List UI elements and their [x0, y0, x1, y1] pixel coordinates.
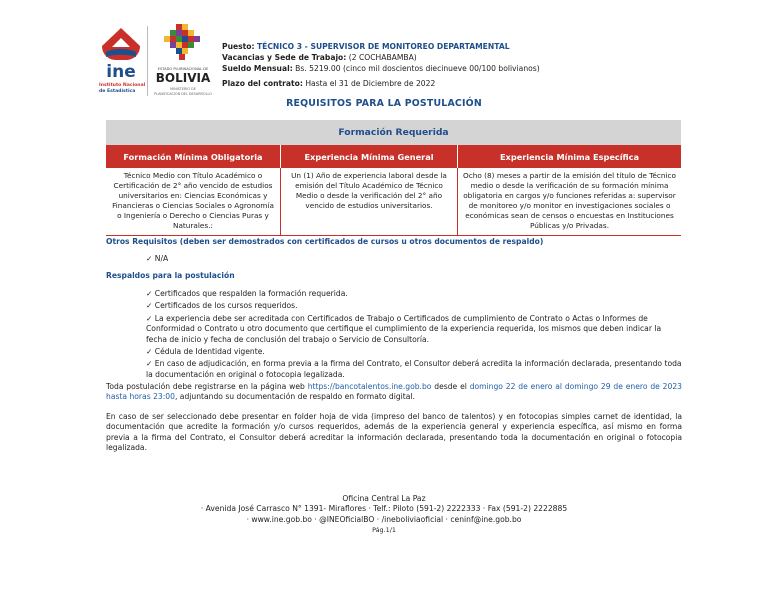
- list-item: ✓ N/A: [146, 254, 169, 263]
- bolivia-logo-ministry-2: PLANIFICACIÓN DEL DESARROLLO: [154, 92, 212, 96]
- puesto-label: Puesto:: [222, 42, 255, 51]
- list-item: ✓ En caso de adjudicación, en forma previa a la firma del Contrato, el Consultor deberá acredita la información declarada, presentando toda la documentación en original o fotocopia legalizada.: [146, 359, 682, 379]
- puesto-value: TÉCNICO 3 - SUPERVISOR DE MONITOREO DEPARTAMENTAL: [256, 42, 510, 51]
- puesto-row: [222, 41, 742, 52]
- section-title: REQUISITOS PARA LA POSTULACIÓN: [286, 98, 482, 109]
- vacancias-row: [222, 52, 742, 63]
- check-icon: ✓: [146, 359, 153, 369]
- vacancias-label: Vacancias y Sede de Trabajo:: [222, 53, 347, 62]
- otros-requisitos-heading: Otros Requisitos (deben ser demostrados con certificados de cursos u otros documentos de respaldo): [106, 237, 544, 246]
- check-icon: ✓: [146, 347, 153, 357]
- check-icon: ✓: [146, 254, 153, 263]
- bolivia-logo-state: ESTADO PLURINACIONAL DE: [157, 67, 209, 71]
- list-item: ✓ Cédula de Identidad vigente.: [146, 347, 265, 357]
- table-header-row: [106, 145, 681, 168]
- otros-requisitos-list: [146, 254, 682, 266]
- vacancias-value: (2 COCHABAMBA): [348, 53, 417, 62]
- table-caption: Formación Requerida: [106, 120, 681, 145]
- footer: [0, 494, 768, 536]
- selection-note: En caso de ser seleccionado debe presentar en folder hoja de vida (impreso del banco de talentos) y en fotocopias simples carnet de identidad, la documentación que acredite la formación y/o cursos requeridos, además de la experiencia general y experiencia específica, así mismo en forma previa a la firma del Contrato, el Consultor deberá acreditar la información declarada, presentando toda la documentación en original o fotocopia legalizada.: [106, 412, 682, 453]
- plazo-label: Plazo del contrato:: [222, 79, 303, 88]
- list-item: ✓ Certificados que respalden la formación requerida.: [146, 289, 348, 298]
- list-item: ✓ La experiencia debe ser acreditada con Certificados de Trabajo o Certificados de cumplimiento de Contrato o Actas o Informes de Conformidad o Contrato u otro documento que certifique el cumplimiento de la experiencia requerida, los mismos que deben indicar la fecha de inicio y fecha de conclusión del trabajo o Servicio de Consultoría.: [146, 313, 662, 344]
- plazo-row: [222, 78, 742, 89]
- registration-dates: domingo 22 de enero al domingo 29 de enero de 2023 hasta horas 23:00: [106, 382, 682, 402]
- ine-logo-text: ine: [106, 62, 136, 82]
- column-header-experiencia-general: Experiencia Mínima General: [281, 145, 458, 168]
- cell-experiencia-especifica: Ocho (8) meses a partir de la emisión del título de Técnico medio o desde la verificación de su formación mínima obligatoria en cargos y/o funciones referidas a: supervisor de monitoreo y/o monitor en investigaciones sociales o económicas sean de censos o encuestas en Instituciones Públicas y/o Privadas.: [463, 171, 676, 230]
- table-row: [106, 168, 681, 236]
- ine-logo-subtitle-1: Instituto Nacional: [99, 83, 146, 88]
- registration-paragraph: Toda postulación debe registrarse en la página web https://bancotalentos.ine.gob.bo desde el domingo 22 de enero al domingo 29 de enero de 2023 hasta horas 23:00, adjuntando su documentación de respaldo en formato digital.: [106, 382, 682, 402]
- respaldos-list: [146, 289, 682, 382]
- job-header-info: [222, 41, 742, 89]
- footer-office: Oficina Central La Paz: [342, 494, 426, 503]
- requirements-table: [106, 120, 681, 236]
- respaldos-heading: Respaldos para la postulación: [106, 271, 235, 280]
- bolivia-logo-ministry-1: MINISTERIO DE: [170, 87, 196, 91]
- column-header-experiencia-especifica: Experiencia Mínima Específica: [458, 145, 682, 168]
- plazo-value: Hasta el 31 de Diciembre de 2022: [305, 79, 436, 88]
- check-icon: ✓: [146, 313, 153, 323]
- check-icon: ✓: [146, 289, 153, 298]
- check-icon: ✓: [146, 301, 153, 311]
- bolivia-logo-name: BOLIVIA: [155, 71, 211, 85]
- bancotalentos-link[interactable]: https://bancotalentos.ine.gob.bo: [307, 382, 432, 391]
- column-header-formacion: Formación Mínima Obligatoria: [106, 145, 281, 168]
- cell-experiencia-general: Un (1) Año de experiencia laboral desde la emisión del Título Académico de Técnico Medio o desde la verificación del 2° año vencido de estudios universitarios.: [281, 168, 458, 236]
- footer-web: · www.ine.gob.bo · @INEOficialBO · /ineboliviaoficial · ceninf@ine.gob.bo: [246, 514, 522, 524]
- ine-logo: [96, 24, 146, 98]
- list-item: ✓ Certificados de los cursos requeridos.: [146, 301, 298, 311]
- footer-address: · Avenida José Carrasco N° 1391- Miraflores · Telf.: Piloto (591-2) 2222333 · Fax (591-2) 2222885: [200, 504, 568, 514]
- sueldo-label: Sueldo Mensual:: [222, 64, 293, 73]
- sueldo-row: [222, 63, 742, 74]
- logo-divider: [147, 26, 148, 96]
- bolivia-logo: [152, 24, 214, 100]
- page-number: Pág.1/1: [372, 526, 396, 535]
- cell-formacion: Técnico Medio con Título Académico o Certificación de 2° año vencido de estudios universitarios en: Ciencias Económicas y Financieras o Ciencias Sociales o Agronomía o Ingeniería o Derecho o Ciencias Puras y Naturales.:: [106, 168, 281, 236]
- sueldo-value: Bs. 5219.00 (cinco mil doscientos diecinueve 00/100 bolivianos): [295, 64, 540, 73]
- ine-logo-subtitle-2: de Estadística: [99, 89, 136, 94]
